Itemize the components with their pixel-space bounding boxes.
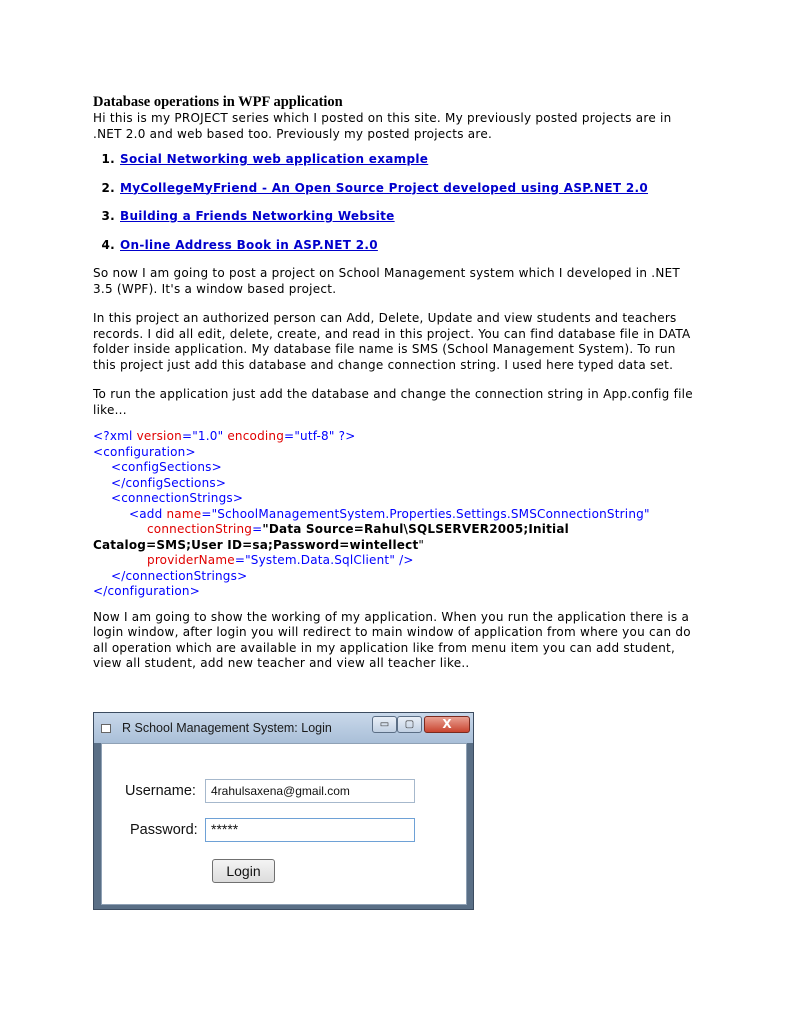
xml-token: encoding [223,429,285,443]
project-link[interactable]: On-line Address Book in ASP.NET 2.0 [120,237,378,252]
window-title: R School Management System: Login [122,721,332,735]
code-line [93,429,698,445]
xml-token: <add [129,506,167,521]
xml-token: = [234,553,246,567]
xml-token: Catalog=SMS;User ID=sa;Password=wintellect [93,537,419,552]
code-line [93,445,698,461]
xml-token: " [262,522,269,536]
window-titlebar [94,713,473,743]
xml-token: <configSections> [111,460,222,474]
xml-token: = [181,429,193,443]
list-item [93,209,698,224]
list-number: 4. [101,237,115,252]
code-line [93,476,698,492]
xml-token: </connectionStrings> [111,568,248,583]
xml-token: version [136,429,182,443]
xml-token: ?> [334,429,356,443]
xml-token: " [418,537,425,552]
username-label: Username: [125,783,196,799]
xml-token: = [252,522,263,536]
xml-token: = [201,506,212,521]
xml-token: /> [395,553,414,567]
article-title: Database operations in WPF application [93,94,343,110]
project-link[interactable]: MyCollegeMyFriend - An Open Source Project developed using ASP.NET 2.0 [120,180,649,195]
list-item [93,238,698,253]
list-item [93,152,698,167]
project-link[interactable]: Social Networking web application example [120,152,429,166]
xml-token: </configSections> [111,475,227,490]
password-input[interactable]: ***** [205,818,415,842]
project-paragraph: So now I am going to post a project on School Management system which I developed in .NET 3.5 (WPF). It's a window based project. [93,266,681,296]
login-form [101,743,467,905]
code-line [93,584,698,600]
app-config-code [93,429,698,600]
xml-token: "SchoolManagementSystem.Properties.Settings.SMSConnectionString" [211,506,650,521]
intro-paragraph: Hi this is my PROJECT series which I posted on this site. My previously posted projects are in .NET 2.0 and web based too. Previously my posted projects are. [93,111,672,141]
xml-token: = [284,429,295,443]
features-paragraph: In this project an authorized person can Add, Delete, Update and view students and teachers records. I did all edit, delete, create, and read in this project. You can find database file in DATA folder inside application. My database file name is SMS (School Management System). To run this project just add this database and change connection string. I used here typed data set. [93,311,691,372]
code-line [93,507,698,523]
code-line [93,522,698,538]
xml-token: </configuration> [93,584,200,598]
xml-token: <connectionStrings> [111,491,244,505]
xml-token: providerName [147,553,235,567]
xml-token: <?xml [93,429,137,443]
xml-token: "utf-8" [294,429,335,443]
login-button[interactable]: Login [212,859,275,883]
list-item [93,181,698,196]
article-content [93,94,698,672]
username-input[interactable]: 4rahulsaxena@gmail.com [205,779,415,803]
minimize-button[interactable]: ▭ [372,716,397,733]
xml-token: <configuration> [93,444,196,459]
project-link[interactable]: Building a Friends Networking Website [120,209,395,223]
code-line [93,491,698,507]
code-line [93,538,698,554]
list-number: 3. [101,209,115,223]
close-button[interactable]: X [424,716,470,733]
xml-token: name [166,506,202,521]
xml-token: "System.Data.SqlClient" [245,553,396,567]
window-app-icon [101,724,111,733]
code-line [93,553,698,569]
code-line [93,460,698,476]
password-label: Password: [130,822,198,838]
list-number: 1. [101,152,115,166]
code-line [93,569,698,585]
config-instructions-paragraph: To run the application just add the database and change the connection string in App.config file like... [93,387,693,417]
list-number: 2. [101,180,115,195]
xml-token: connectionString [147,522,253,536]
working-paragraph: Now I am going to show the working of my application. When you run the application there is a login window, after login you will redirect to main window of application from where you can do all operation which are available in my application like from menu item you can add student, view all student, add new teacher and view all teacher like.. [93,609,691,670]
xml-token: Data Source=Rahul\SQLSERVER2005;Initial [268,522,569,536]
maximize-button[interactable]: ▢ [397,716,422,733]
login-window-screenshot [93,712,474,910]
xml-token: "1.0" [192,429,224,443]
previous-projects-list [93,152,698,253]
